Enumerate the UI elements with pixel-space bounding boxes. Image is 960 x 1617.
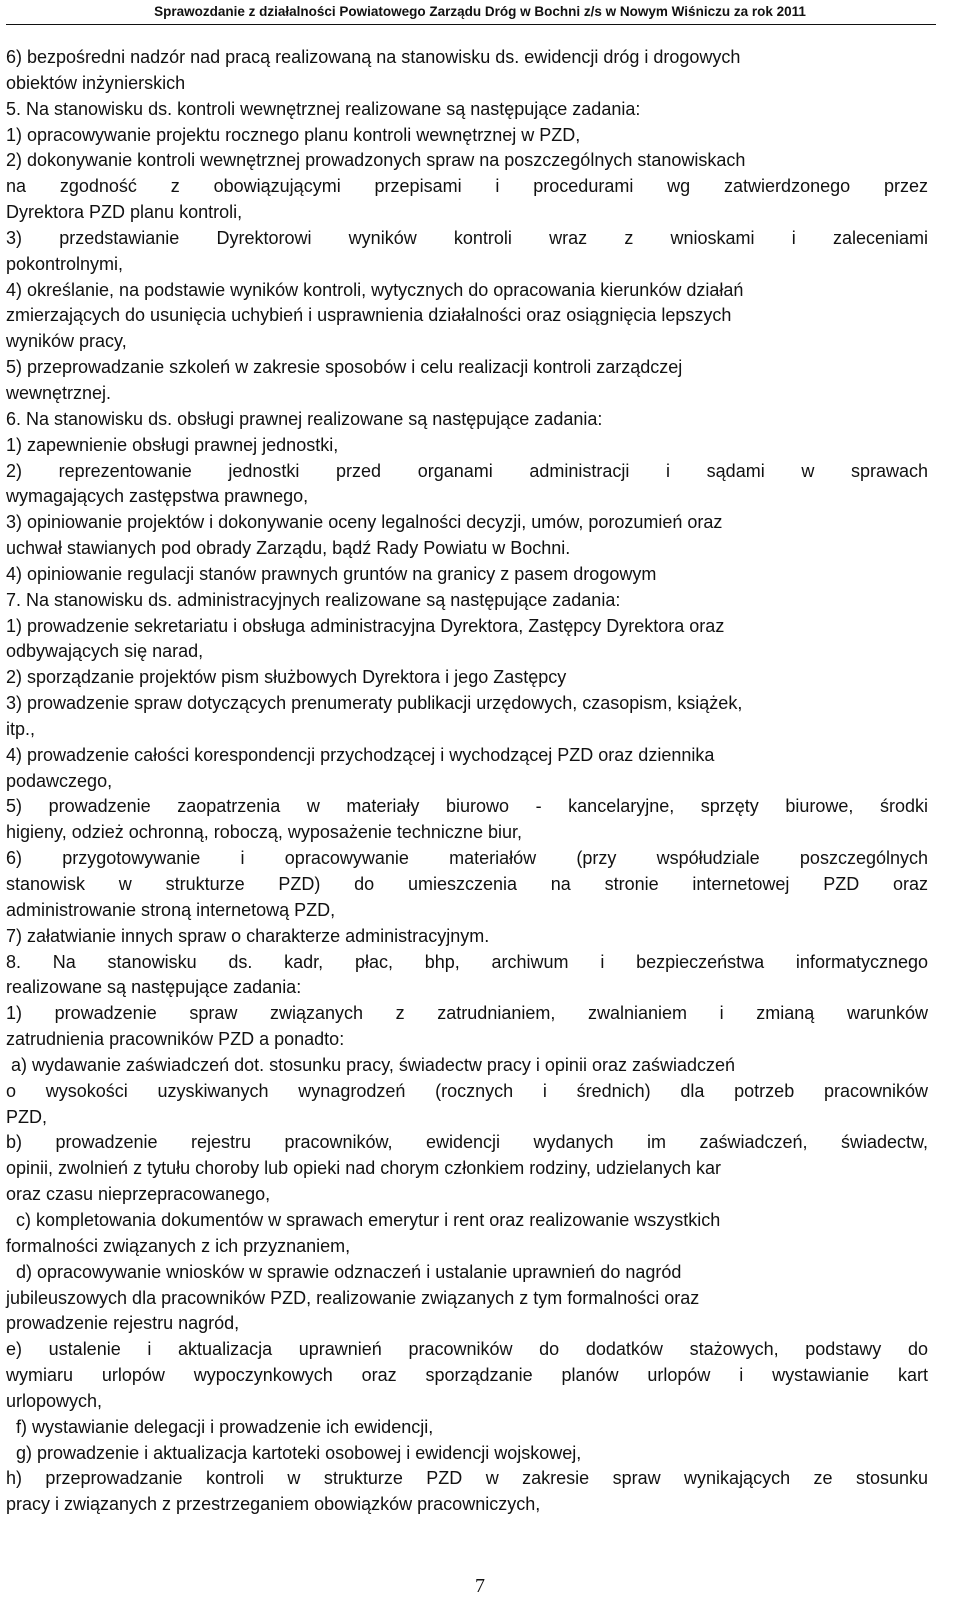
text-line: o wysokości uzyskiwanych wynagrodzeń (rocznych i średnich) dla potrzeb pracowników xyxy=(6,1080,928,1101)
text-line: 8. Na stanowisku ds. kadr, płac, bhp, archiwum i bezpieczeństwa informatycznego xyxy=(6,951,928,972)
text-line: 3) prowadzenie spraw dotyczących prenumeraty publikacji urzędowych, czasopism, książek, xyxy=(6,693,743,714)
text-line: wewnętrznej. xyxy=(6,382,112,403)
text-line: e) ustalenie i aktualizacja uprawnień pracowników do dodatków stażowych, podstawy do xyxy=(6,1339,928,1360)
text-line: wymagających zastępstwa prawnego, xyxy=(6,486,309,507)
text-line: jubileuszowych dla pracowników PZD, realizowanie związanych z tym formalności oraz xyxy=(6,1287,700,1308)
document-body xyxy=(6,45,928,1518)
text-line: 1) zapewnienie obsługi prawnej jednostki, xyxy=(6,434,339,455)
text-line: administrowanie stroną internetową PZD, xyxy=(6,899,336,920)
text-line: 6) przygotowywanie i opracowywanie materiałów (przy współudziale poszczególnych xyxy=(6,848,928,869)
text-line: 5) prowadzenie zaopatrzenia w materiały biurowo - kancelaryjne, sprzęty biurowe, środki xyxy=(6,796,928,817)
text-line: PZD, xyxy=(6,1106,48,1127)
text-line: opinii, zwolnień z tytułu choroby lub opieki nad chorym członkiem rodziny, udzielanych kar xyxy=(6,1158,722,1179)
text-line: oraz czasu nieprzepracowanego, xyxy=(6,1184,271,1205)
text-line: 4) prowadzenie całości korespondencji przychodzącej i wychodzącej PZD oraz dziennika xyxy=(6,744,715,765)
running-header: Sprawozdanie z działalności Powiatowego Zarządu Dróg w Bochni z/s w Nowym Wiśniczu za rok 2011 xyxy=(154,4,806,19)
text-line: zmierzających do usunięcia uchybień i usprawnienia działalności oraz osiągnięcia lepszych xyxy=(6,305,732,326)
text-line: 4) określanie, na podstawie wyników kontroli, wytycznych do opracowania kierunków działań xyxy=(6,279,744,300)
text-line: 2) sporządzanie projektów pism służbowych Dyrektora i jego Zastępcy xyxy=(6,667,567,688)
text-line: wyników pracy, xyxy=(6,331,127,352)
text-line: formalności związanych z ich przyznaniem, xyxy=(6,1235,351,1256)
text-line: 2) dokonywanie kontroli wewnętrznej prowadzonych spraw na poszczególnych stanowiskach xyxy=(6,150,746,171)
text-line: 3) przedstawianie Dyrektorowi wyników kontroli wraz z wnioskami i zaleceniami xyxy=(6,227,928,248)
text-line: 6. Na stanowisku ds. obsługi prawnej realizowane są następujące zadania: xyxy=(6,408,603,429)
text-line: 2) reprezentowanie jednostki przed organami administracji i sądami w sprawach xyxy=(6,460,928,481)
text-line: d) opracowywanie wniosków w sprawie odznaczeń i ustalanie uprawnień do nagród xyxy=(6,1261,682,1282)
text-line: g) prowadzenie i aktualizacja kartoteki osobowej i ewidencji wojskowej, xyxy=(6,1442,582,1463)
text-line: 1) prowadzenie spraw związanych z zatrudnianiem, zwalnianiem i zmianą warunków xyxy=(6,1003,928,1024)
page-number: 7 xyxy=(475,1575,485,1597)
text-line: zatrudnienia pracowników PZD a ponadto: xyxy=(6,1029,345,1050)
text-line: 7. Na stanowisku ds. administracyjnych realizowane są następujące zadania: xyxy=(6,589,621,610)
text-line: podawczego, xyxy=(6,770,113,791)
text-line: obiektów inżynierskich xyxy=(6,72,186,93)
text-line: odbywających się narad, xyxy=(6,641,204,662)
text-line: urlopowych, xyxy=(6,1390,103,1411)
text-line: uchwał stawianych pod obrady Zarządu, bądź Rady Powiatu w Bochni. xyxy=(6,538,571,559)
text-line: h) przeprowadzanie kontroli w strukturze PZD w zakresie spraw wynikających ze stosunku xyxy=(6,1468,928,1489)
text-line: c) kompletowania dokumentów w sprawach emerytur i rent oraz realizowanie wszystkich xyxy=(6,1209,721,1230)
header-divider xyxy=(6,24,936,25)
text-line: 7) załatwianie innych spraw o charakterze administracyjnym. xyxy=(6,925,490,946)
text-line: na zgodność z obowiązującymi przepisami i procedurami wg zatwierdzonego przez xyxy=(6,176,928,197)
text-line: 1) opracowywanie projektu rocznego planu kontroli wewnętrznej w PZD, xyxy=(6,124,581,145)
text-line: 4) opiniowanie regulacji stanów prawnych gruntów na granicy z pasem drogowym xyxy=(6,563,657,584)
text-line: itp., xyxy=(6,718,36,739)
text-line: 1) prowadzenie sekretariatu i obsługa administracyjna Dyrektora, Zastępcy Dyrektora oraz xyxy=(6,615,725,636)
text-line: 6) bezpośredni nadzór nad pracą realizowaną na stanowisku ds. ewidencji dróg i drogowych xyxy=(6,47,741,67)
text-line: realizowane są następujące zadania: xyxy=(6,977,302,998)
text-line: Dyrektora PZD planu kontroli, xyxy=(6,202,243,223)
text-line: higieny, odzież ochronną, roboczą, wyposażenie techniczne biur, xyxy=(6,822,522,843)
text-line: 5. Na stanowisku ds. kontroli wewnętrznej realizowane są następujące zadania: xyxy=(6,98,641,119)
text-line: pokontrolnymi, xyxy=(6,253,124,274)
text-line: 5) przeprowadzanie szkoleń w zakresie sposobów i celu realizacji kontroli zarządczej xyxy=(6,357,683,378)
text-line: a) wydawanie zaświadczeń dot. stosunku pracy, świadectw pracy i opinii oraz zaświadczeń xyxy=(6,1054,736,1075)
text-line: prowadzenie rejestru nagród, xyxy=(6,1313,240,1334)
text-line: stanowisk w strukturze PZD) do umieszczenia na stronie internetowej PZD oraz xyxy=(6,874,928,894)
text-line: 3) opiniowanie projektów i dokonywanie oceny legalności decyzji, umów, porozumień oraz xyxy=(6,512,723,533)
text-line: b) prowadzenie rejestru pracowników, ewidencji wydanych im zaświadczeń, świadectw, xyxy=(6,1132,928,1153)
text-line: pracy i związanych z przestrzeganiem obowiązków pracowniczych, xyxy=(6,1494,541,1515)
text-line: f) wystawianie delegacji i prowadzenie ich ewidencji, xyxy=(6,1416,434,1437)
text-line: wymiaru urlopów wypoczynkowych oraz sporządzanie planów urlopów i wystawianie kart xyxy=(6,1365,928,1386)
